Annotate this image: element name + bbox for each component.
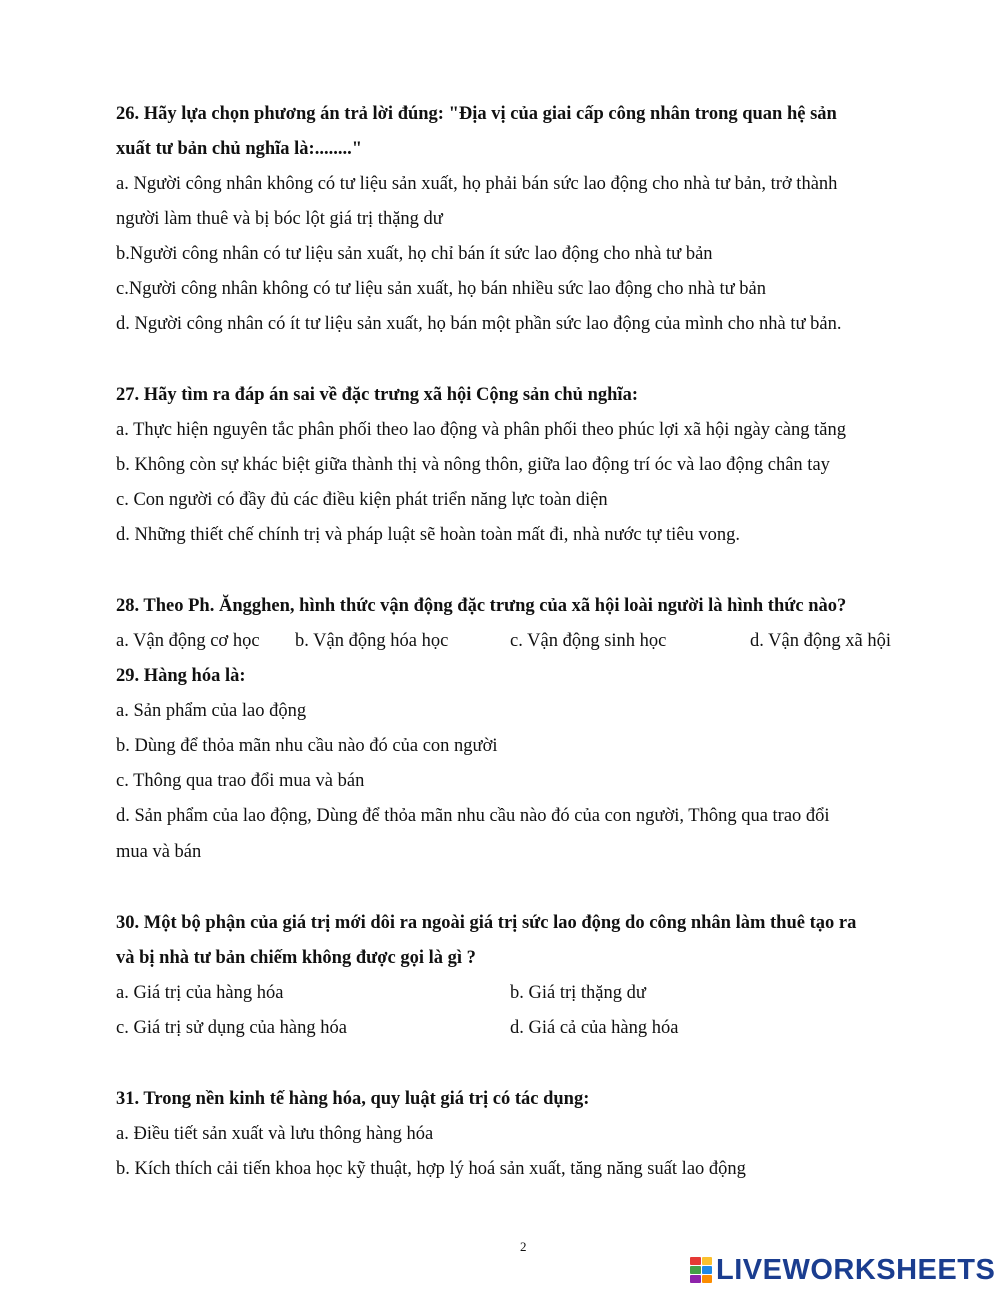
q29-option-d-line2: mua và bán xyxy=(116,842,202,862)
q30-option-b: b. Giá trị thặng dư xyxy=(510,983,646,1003)
q28-option-a: a. Vận động cơ học xyxy=(116,631,260,651)
q26-option-d: d. Người công nhân có ít tư liệu sản xuất, họ bán một phần sức lao động của mình cho nhà tư bản. xyxy=(116,314,842,334)
q30-option-a: a. Giá trị của hàng hóa xyxy=(116,983,284,1003)
q30-title-line2: và bị nhà tư bản chiếm không được gọi là gì ? xyxy=(116,948,476,968)
q26-option-c: c.Người công nhân không có tư liệu sản xuất, họ bán nhiều sức lao động cho nhà tư bản xyxy=(116,279,766,299)
liveworksheets-logo[interactable] xyxy=(690,1253,995,1287)
page-number: 2 xyxy=(520,1239,527,1254)
q30-option-d: d. Giá cả của hàng hóa xyxy=(510,1018,679,1038)
q29-option-d-line1: d. Sản phẩm của lao động, Dùng để thỏa mãn nhu cầu nào đó của con người, Thông qua trao đổi xyxy=(116,806,830,826)
liveworksheets-logo-text: LIVEWORKSHEETS xyxy=(716,1254,996,1286)
q29-option-b: b. Dùng để thỏa mãn nhu cầu nào đó của con người xyxy=(116,736,498,756)
q26-title-line2: xuất tư bản chủ nghĩa là:........" xyxy=(116,139,362,159)
q30-options-row-2 xyxy=(116,1016,916,1040)
q30-options-row-1 xyxy=(116,981,916,1005)
q31-option-a: a. Điều tiết sản xuất và lưu thông hàng hóa xyxy=(116,1124,434,1144)
q27-option-c: c. Con người có đầy đủ các điều kiện phát triển năng lực toàn diện xyxy=(116,490,608,510)
q28-option-b: b. Vận động hóa học xyxy=(295,631,449,651)
liveworksheets-logo-icon xyxy=(690,1257,712,1283)
q27-option-b: b. Không còn sự khác biệt giữa thành thị và nông thôn, giữa lao động trí óc và lao động chân tay xyxy=(116,455,830,475)
q30-title-line1: 30. Một bộ phận của giá trị mới dôi ra ngoài giá trị sức lao động do công nhân làm thuê tạo ra xyxy=(116,913,857,933)
q29-option-a: a. Sản phẩm của lao động xyxy=(116,701,307,721)
q28-title: 28. Theo Ph. Ăngghen, hình thức vận động đặc trưng của xã hội loài người là hình thức nào? xyxy=(116,596,847,616)
q27-option-a: a. Thực hiện nguyên tắc phân phối theo lao động và phân phối theo phúc lợi xã hội ngày càng tăng xyxy=(116,420,846,440)
q27-option-d: d. Những thiết chế chính trị và pháp luật sẽ hoàn toàn mất đi, nhà nước tự tiêu vong. xyxy=(116,525,741,545)
q29-option-c: c. Thông qua trao đổi mua và bán xyxy=(116,771,365,791)
q31-title: 31. Trong nền kinh tế hàng hóa, quy luật giá trị có tác dụng: xyxy=(116,1089,590,1109)
q28-option-d: d. Vận động xã hội xyxy=(750,631,891,651)
q28-option-c: c. Vận động sinh học xyxy=(510,631,667,651)
q28-options-row xyxy=(116,629,916,653)
q27-title: 27. Hãy tìm ra đáp án sai về đặc trưng xã hội Cộng sản chủ nghĩa: xyxy=(116,385,638,405)
q26-title-line1: 26. Hãy lựa chọn phương án trả lời đúng: "Địa vị của giai cấp công nhân trong quan hệ sản xyxy=(116,104,837,124)
q26-option-b: b.Người công nhân có tư liệu sản xuất, họ chỉ bán ít sức lao động cho nhà tư bản xyxy=(116,244,713,264)
q31-option-b: b. Kích thích cải tiến khoa học kỹ thuật, hợp lý hoá sản xuất, tăng năng suất lao động xyxy=(116,1159,746,1179)
q26-option-a-line2: người làm thuê và bị bóc lột giá trị thặng dư xyxy=(116,209,443,229)
q30-option-c: c. Giá trị sử dụng của hàng hóa xyxy=(116,1018,347,1038)
q29-title: 29. Hàng hóa là: xyxy=(116,666,246,686)
q26-option-a-line1: a. Người công nhân không có tư liệu sản xuất, họ phải bán sức lao động cho nhà tư bản, trở thành xyxy=(116,174,838,194)
